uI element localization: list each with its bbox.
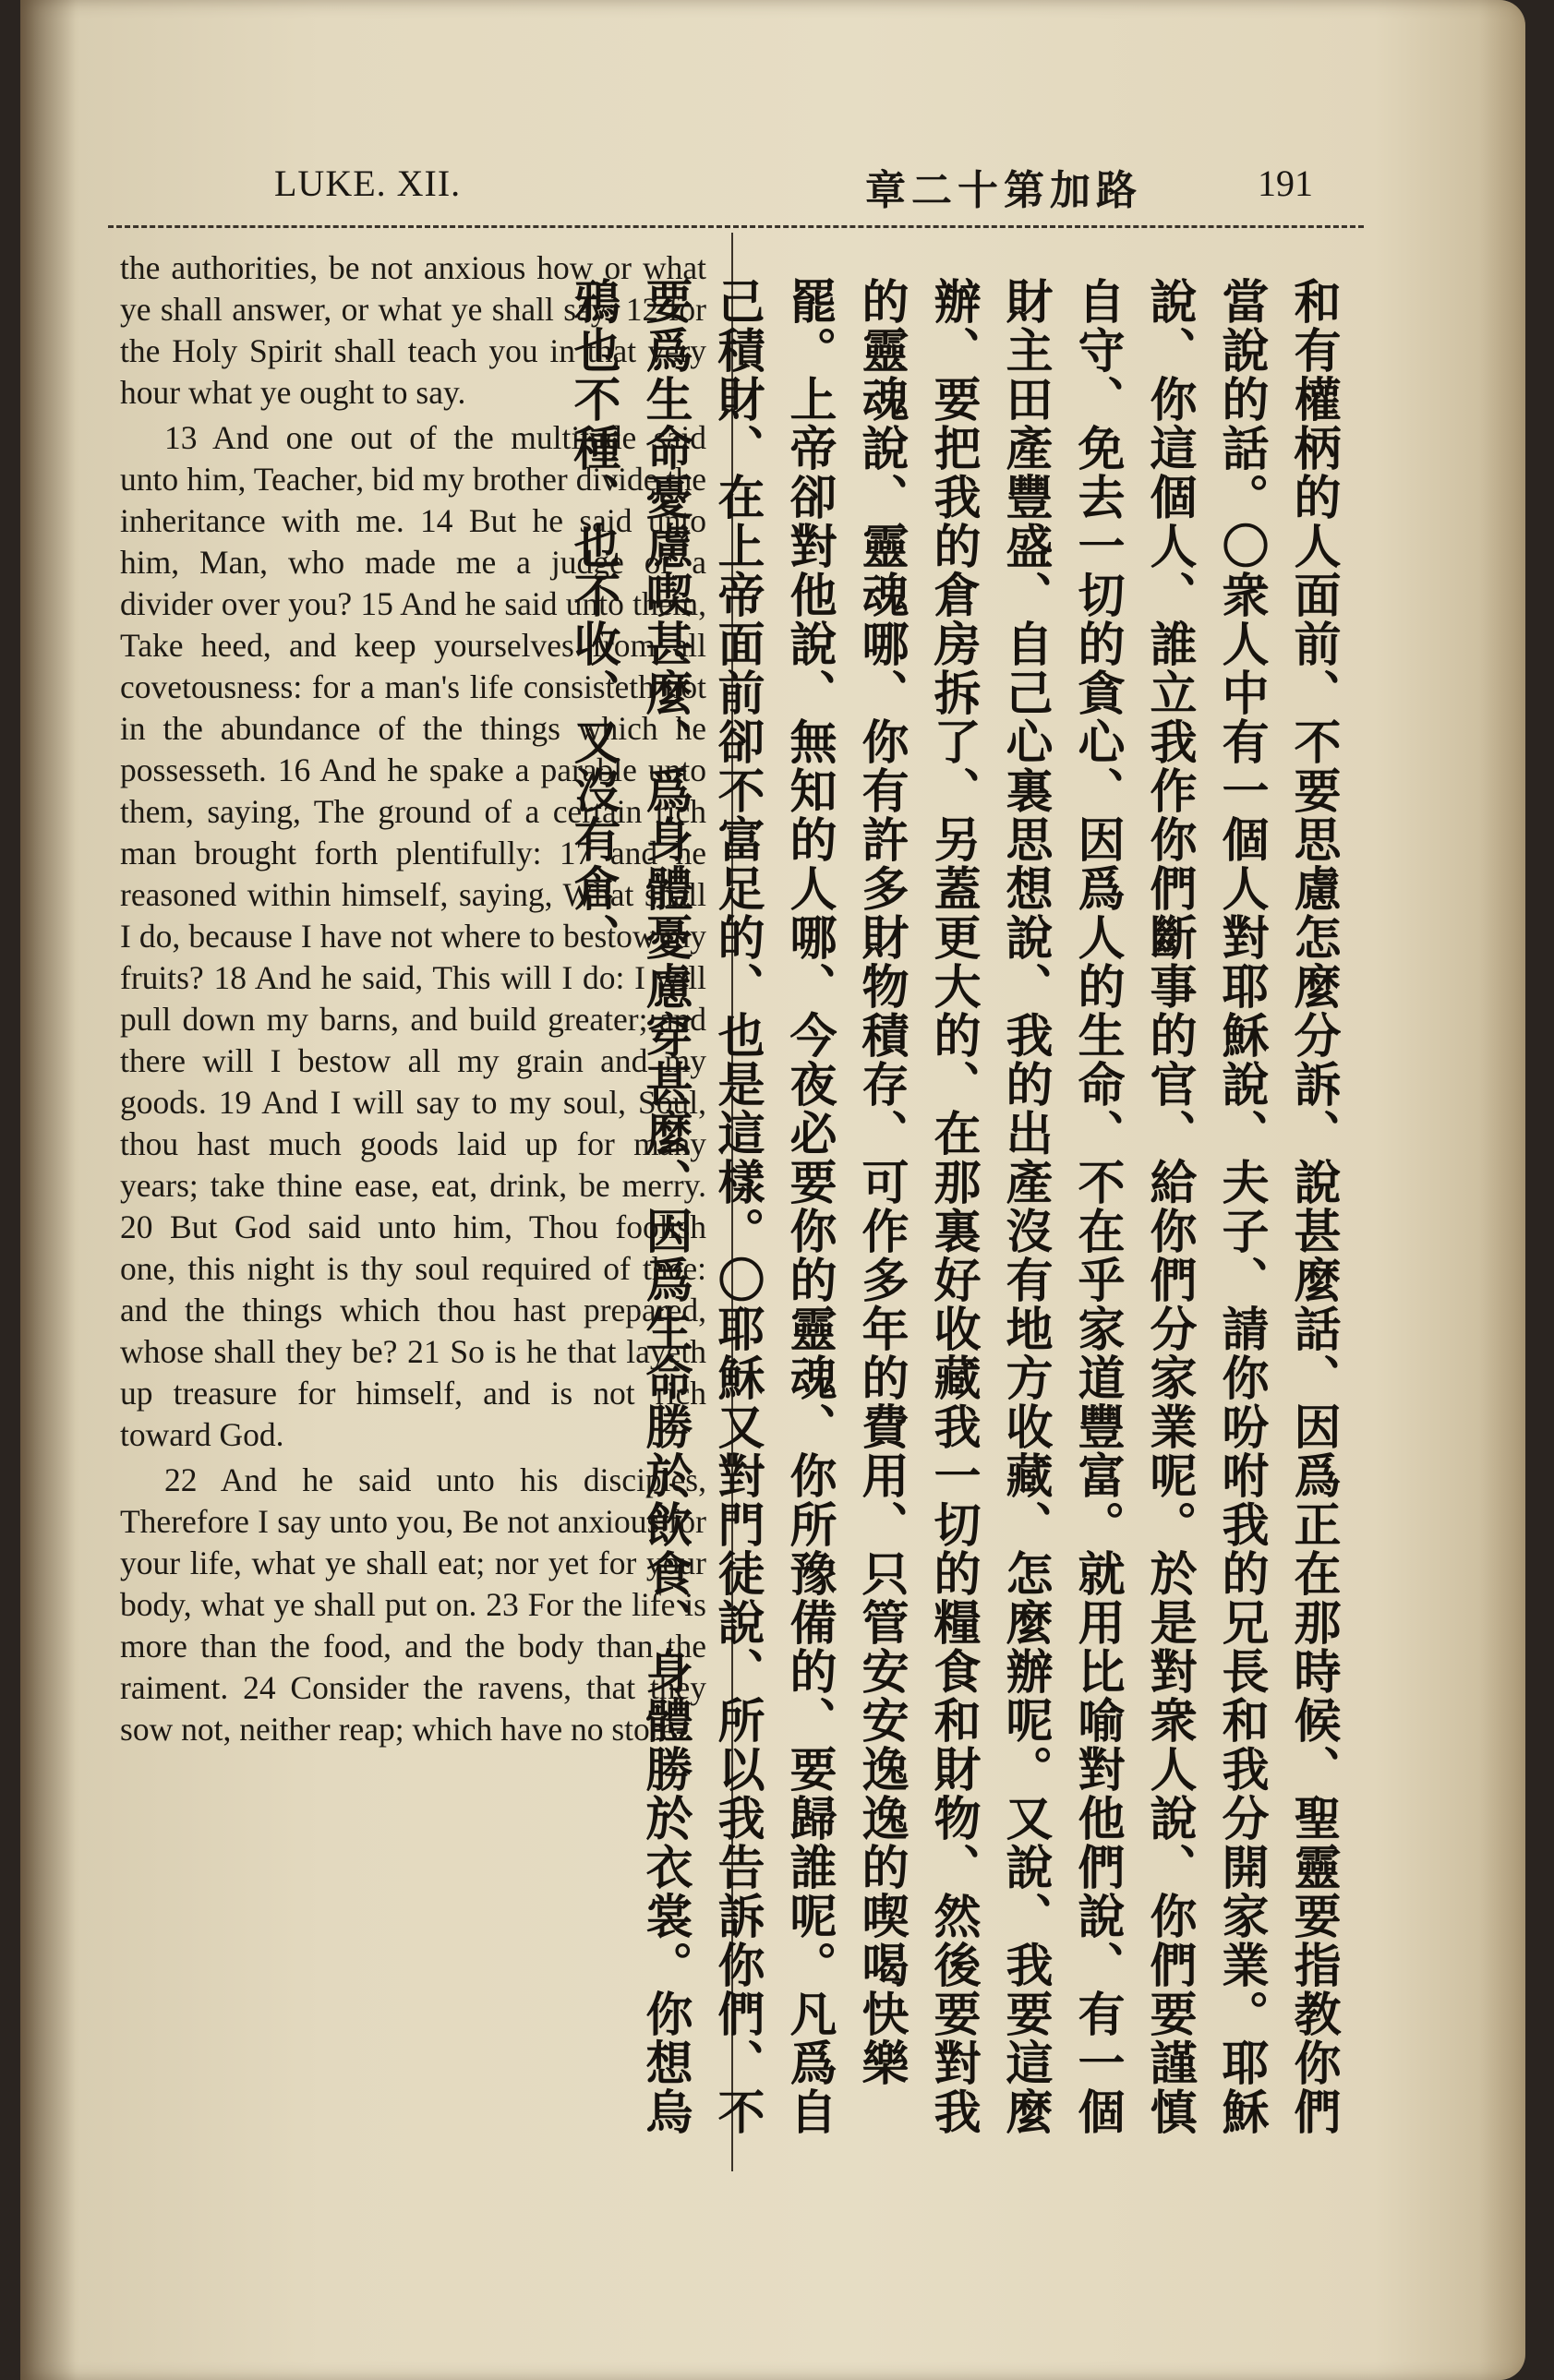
book-page [20, 0, 1525, 2380]
header-rule [108, 225, 1364, 228]
page-number: 191 [1258, 162, 1313, 204]
chinese-text: 和有權柄的人面前、不要思慮怎麼分訴、說甚麼話、因爲正在那時候、聖靈要指教你們當說的話。〇衆人中有一個人對耶穌說、夫子、請你吩咐我的兄長和我分開家業。耶穌說、你這個人、誰立我作你們斷事的官、給你們分家業呢。於是對衆人說、你們要謹慎自守、免去一切的貪心、因爲人的生命、不在乎家道豐富。就用比喻對他們說、有一個財主田產豐盛、自己心裏思想說、我的出產沒有地方收藏、怎麼辦呢。又說、我要這麼辦、要把我的倉房拆了、另蓋更大的、在那裏好收藏我一切的糧食和財物、然後要對我的靈魂說、靈魂哪、你有許多財物積存、可作多年的費用、只管安安逸逸的喫喝快樂罷。上帝卻對他說、無知的人哪、今夜必要你的靈魂、你所豫備的、要歸誰呢。凡爲自己積財、在上帝面前卻不富足的、也是這樣。〇耶穌又對門徒說、所以我告訴你們、不要爲生命憂慮喫甚麼、爲身體憂慮穿甚麼、因爲生命勝於飲食、身體勝於衣裳。你想烏鴉也不種、也不收、又沒有倉、 [565, 277, 1340, 2136]
english-paragraph: 22 And he said unto his disciples, Therefore I say unto you, Be not anxious for your life, what ye shall eat; nor yet for your body, what ye shall put on. 23 For the life is more than the food, and the body than the raiment. 24 Consider the ravens, that they sow not, neither reap; which have no store- [120, 1461, 706, 1748]
page-edge [1479, 0, 1525, 2380]
spine-shadow [20, 0, 76, 2380]
running-head-chinese: 章二十第加路 [865, 167, 1142, 214]
english-paragraph: the authorities, be not anxious how or what ye shall answer, or what ye shall say: 12 for the Holy Spirit shall teach you in that very hour what ye ought to say. [120, 249, 706, 411]
english-paragraph: 13 And one out of the multitude said unto him, Teacher, bid my brother divide the inheritance with me. 14 But he said unto him, Man, who made me a judge or a divider over you? 15 And he said unto them, Take heed, and keep yourselves from all covetousness: for a man's life consisteth not in the abundance of the things which he possesseth. 16 And he spake a parable unto them, saying, The ground of a certain rich man brought forth plentifully: 17 and he reasoned within himself, saying, What shall I do, because I have not where to bestow my fruits? 18 And he said, This will I do: I will pull down my barns, and build greater; and there will I bestow all my grain and my goods. 19 And I will say to my soul, Soul, thou hast much goods laid up for many years; take thine ease, eat, drink, be merry. 20 But God said unto him, Thou foolish one, this night is thy soul required of thee: and the things which thou hast prepared, whose shall they be? 21 So is he that layeth up treasure for himself, and is not rich toward God. [120, 419, 706, 1453]
chinese-column [565, 277, 1348, 2170]
running-head-english: LUKE. XII. [274, 162, 462, 204]
